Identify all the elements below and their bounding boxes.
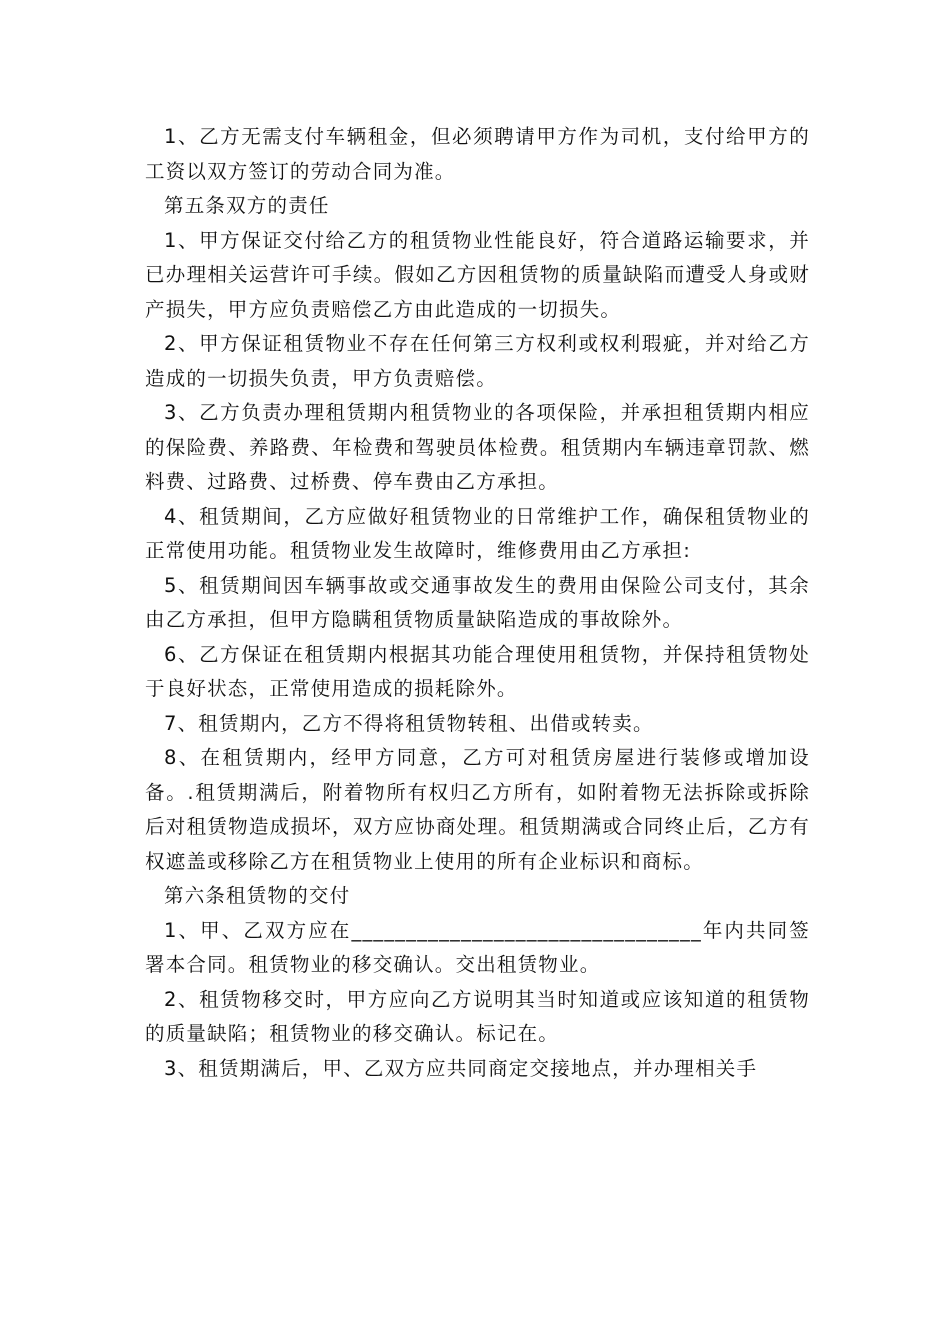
article-5-item-6: 6、乙方保证在租赁期内根据其功能合理使用租赁物，并保持租赁物处于良好状态，正常使用造成的损耗除外。 bbox=[145, 642, 810, 700]
article-5-item-2: 2、甲方保证租赁物业不存在任何第三方权利或权利瑕疵，并对给乙方造成的一切损失负责，甲方负责赔偿。 bbox=[145, 332, 810, 390]
article-5-item-8: 8、在租赁期内，经甲方同意，乙方可对租赁房屋进行装修或增加设备。.租赁期满后，附着物所有权归乙方所有，如附着物无法拆除或拆除后对租赁物造成损坏，双方应协商处理。租赁期满或合同终止后，乙方有权遮盖或移除乙方在租赁物业上使用的所有企业标识和商标。 bbox=[145, 746, 810, 873]
article-5-heading: 第五条双方的责任 bbox=[164, 194, 330, 217]
article-5-item-1: 1、甲方保证交付给乙方的租赁物业性能良好，符合道路运输要求，并已办理相关运营许可手续。假如乙方因租赁物的质量缺陷而遭受人身或财产损失，甲方应负责赔偿乙方由此造成的一切损失。 bbox=[145, 228, 810, 321]
article-6-heading: 第六条租赁物的交付 bbox=[164, 884, 351, 907]
article-6-item-2: 2、租赁物移交时，甲方应向乙方说明其当时知道或应该知道的租赁物的质量缺陷；租赁物业的移交确认。标记在。 bbox=[145, 987, 810, 1045]
article-5-item-5: 5、租赁期间因车辆事故或交通事故发生的费用由保险公司支付，其余由乙方承担，但甲方隐瞒租赁物质量缺陷造成的事故除外。 bbox=[145, 573, 810, 631]
article-6-item-1: 1、甲、乙双方应在________________________________年内共同签署本合同。租赁物业的移交确认。交出租赁物业。 bbox=[145, 918, 810, 976]
article-5-item-4: 4、租赁期间，乙方应做好租赁物业的日常维护工作，确保租赁物业的正常使用功能。租赁物业发生故障时，维修费用由乙方承担: bbox=[145, 504, 810, 562]
document-body bbox=[145, 120, 810, 1086]
article-6-item-3: 3、租赁期满后，甲、乙双方应共同商定交接地点，并办理相关手 bbox=[164, 1056, 758, 1080]
clause-4-item-1: 1、乙方无需支付车辆租金，但必须聘请甲方作为司机，支付给甲方的工资以双方签订的劳动合同为准。 bbox=[145, 125, 810, 183]
article-5-item-3: 3、乙方负责办理租赁期内租赁物业的各项保险，并承担租赁期内相应的保险费、养路费、年检费和驾驶员体检费。租赁期内车辆违章罚款、燃料费、过路费、过桥费、停车费由乙方承担。 bbox=[145, 401, 810, 493]
article-5-item-7: 7、租赁期内，乙方不得将租赁物转租、出借或转卖。 bbox=[164, 711, 654, 735]
